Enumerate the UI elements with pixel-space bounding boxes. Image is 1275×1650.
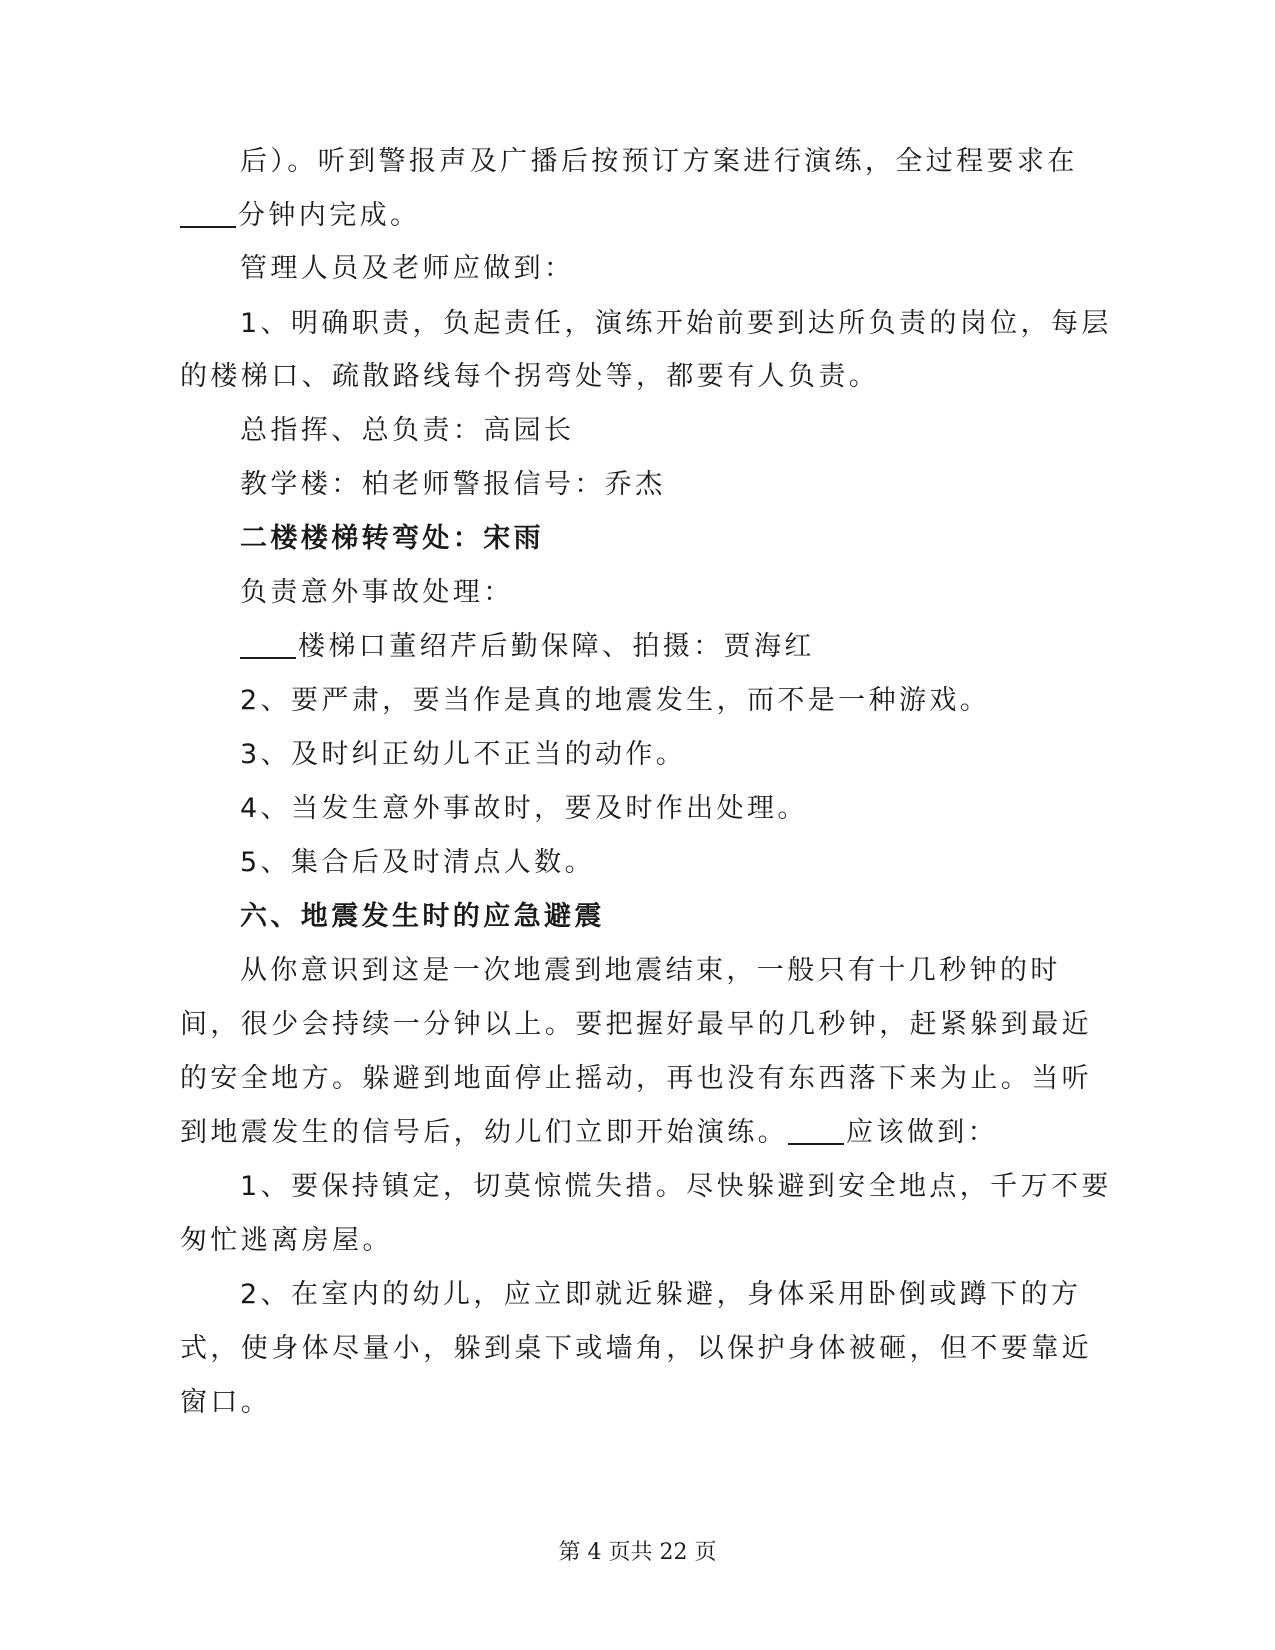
text-line: 的安全地方。躲避到地面停止摇动，再也没有东西落下来为止。当听 [180, 1063, 1092, 1094]
fill-blank [180, 226, 236, 228]
text-line: 的楼梯口、疏散路线每个拐弯处等，都要有人负责。 [180, 361, 880, 392]
text-span: 楼梯口董绍芹后勤保障、拍摄：贾海红 [298, 631, 815, 662]
text-span: 应该做到： [846, 1117, 998, 1148]
text-line: 后）。听到警报声及广播后按预订方案进行演练，全过程要求在 [240, 146, 1078, 177]
list-item: 1、明确职责，负起责任，演练开始前要到达所负责的岗位，每层 [240, 308, 1112, 339]
page-footer: 第 4 页共 22 页 [558, 1540, 717, 1565]
text-line [240, 629, 815, 665]
list-item: 4、当发生意外事故时，要及时作出处理。 [240, 793, 808, 824]
list-item: 5、集合后及时清点人数。 [240, 847, 595, 878]
text-line [180, 1115, 998, 1151]
list-item: 1、要保持镇定，切莫惊慌失措。尽快躲避到安全地点，千万不要 [240, 1171, 1112, 1202]
text-line: 式，使身体尽量小，躲到桌下或墙角，以保护身体被砸，但不要靠近 [180, 1333, 1092, 1364]
text-line: 匆忙逃离房屋。 [180, 1225, 393, 1256]
list-item: 3、及时纠正幼儿不正当的动作。 [240, 739, 687, 770]
text-line: 总指挥、总负责：高园长 [240, 415, 575, 446]
bold-text-line: 二楼楼梯转弯处：宋雨 [240, 523, 544, 554]
text-line: 教学楼：柏老师警报信号：乔杰 [240, 469, 666, 500]
text-line: 窗口。 [180, 1387, 272, 1418]
text-line [180, 198, 420, 234]
fill-blank [240, 657, 296, 659]
section-heading: 六、地震发生时的应急避震 [240, 901, 605, 932]
text-span: 到地震发生的信号后，幼儿们立即开始演练。 [180, 1117, 788, 1148]
text-line: 间，很少会持续一分钟以上。要把握好最早的几秒钟，赶紧躲到最近 [180, 1009, 1092, 1040]
fill-blank [788, 1143, 844, 1145]
text-span: 分钟内完成。 [238, 200, 421, 231]
text-line: 管理人员及老师应做到： [240, 253, 575, 284]
list-item: 2、在室内的幼儿，应立即就近躲避，身体采用卧倒或蹲下的方 [240, 1279, 1082, 1310]
text-line: 负责意外事故处理： [240, 577, 514, 608]
list-item: 2、要严肃，要当作是真的地震发生，而不是一种游戏。 [240, 685, 991, 716]
text-line: 从你意识到这是一次地震到地震结束，一般只有十几秒钟的时 [240, 955, 1061, 986]
